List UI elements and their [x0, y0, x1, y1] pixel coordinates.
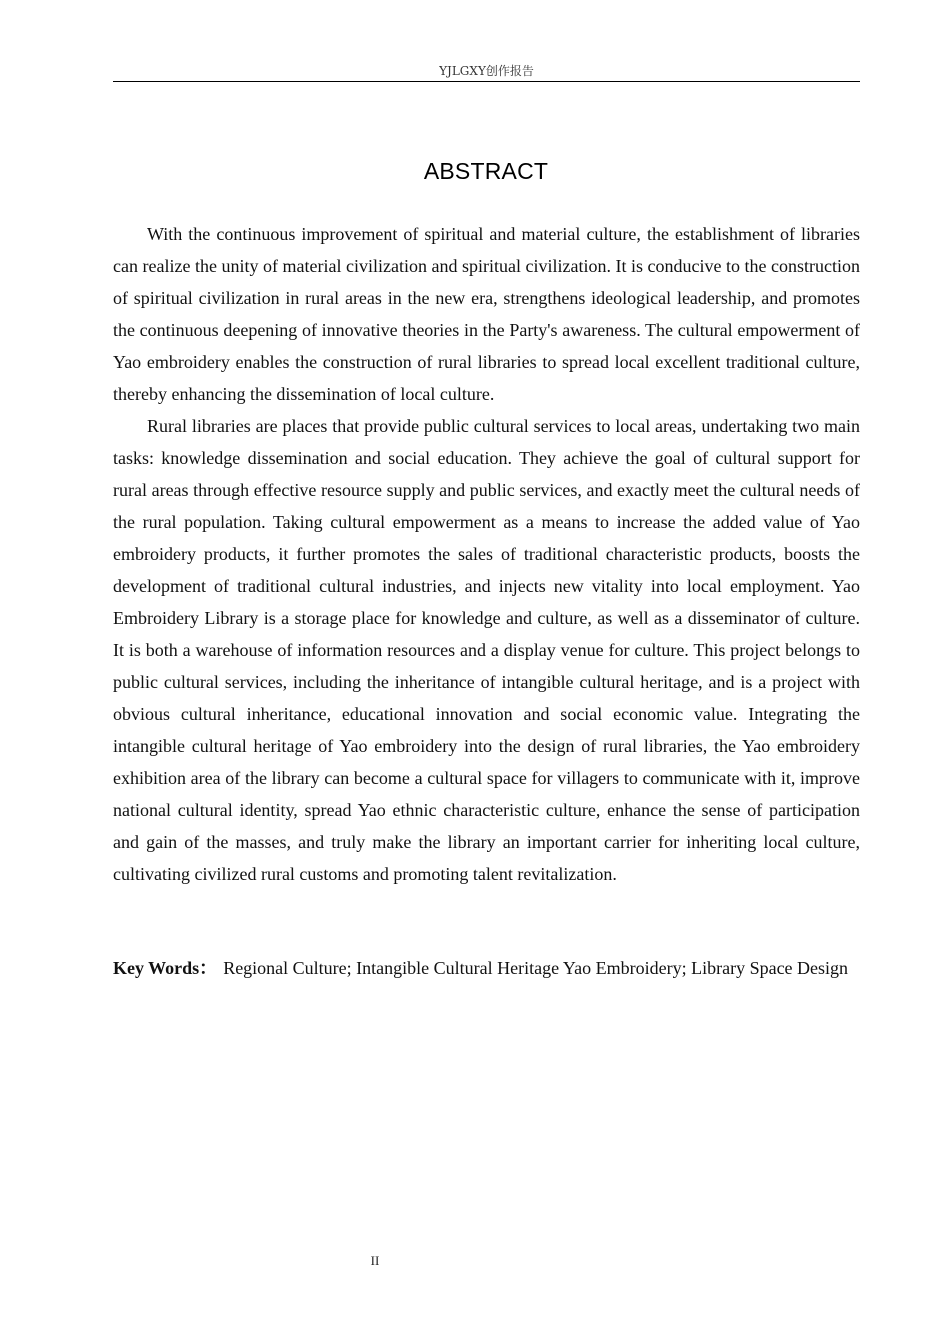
keywords-value: Regional Culture; Intangible Cultural Heritage Yao Embroidery; Library Space Design: [223, 958, 849, 978]
keywords-label: Key Words：: [113, 958, 218, 978]
abstract-body: [113, 218, 860, 890]
page-number: II: [370, 1253, 380, 1268]
abstract-paragraph-1: With the continuous improvement of spiritual and material culture, the establishment of libraries can realize the unity of material civilization and spiritual civilization. It is conducive to the construction of spiritual civilization in rural areas in the new era, strengthens ideological leadership, and promotes the continuous deepening of innovative theories in the Party's awareness. The cultural empowerment of Yao embroidery enables the construction of rural libraries to spread local excellent traditional culture, thereby enhancing the dissemination of local culture.: [113, 224, 860, 404]
abstract-paragraph-2: Rural libraries are places that provide public cultural services to local areas, undertaking two main tasks: knowledge dissemination and social education. They achieve the goal of cultural support for rural areas through effective resource supply and public services, and exactly meet the cultural needs of the rural population. Taking cultural empowerment as a means to increase the added value of Yao embroidery products, it further promotes the sales of traditional characteristic products, boosts the development of traditional cultural industries, and injects new vitality into local employment. Yao Embroidery Library is a storage place for knowledge and culture, as well as a disseminator of culture. It is both a warehouse of information resources and a display venue for culture. This project belongs to public cultural services, including the inheritance of intangible cultural heritage, and is a project with obvious cultural inheritance, educational innovation and social economic value. Integrating the intangible cultural heritage of Yao embroidery into the design of rural libraries, the Yao embroidery exhibition area of the library can become a cultural space for villagers to communicate with it, improve national cultural identity, spread Yao ethnic characteristic culture, enhance the sense of participation and gain of the masses, and truly make the library an important carrier for inheriting local culture, cultivating civilized rural customs and promoting talent revitalization.: [113, 416, 860, 884]
running-header: YJLGXY创作报告: [113, 62, 860, 82]
keywords-block: [113, 952, 860, 984]
abstract-title: ABSTRACT: [423, 158, 549, 184]
